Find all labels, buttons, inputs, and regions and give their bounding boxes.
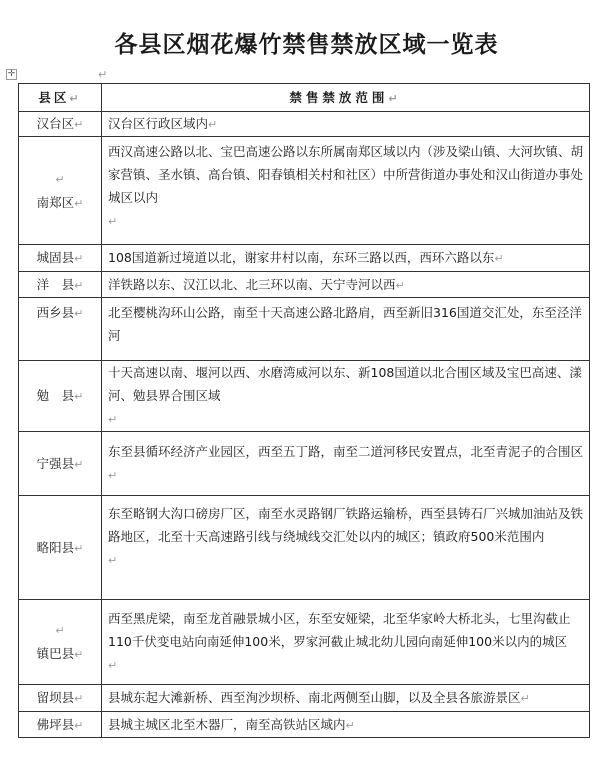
paragraph-mark-icon: ↵ xyxy=(98,68,108,81)
table-row xyxy=(19,112,590,137)
table-row xyxy=(19,432,590,496)
county-cell: 洋 县↵ xyxy=(19,272,102,298)
table-row xyxy=(19,361,590,432)
range-cell: 东至略钢大沟口磅房厂区，南至水灵路钢厂铁路运输桥，西至县铸石厂兴城加油站及铁路地区，北至十天高速路引线与绕城线交汇处以内的城区；镇政府500米范围内 ↵ xyxy=(102,496,590,600)
table-header-row xyxy=(19,84,590,112)
range-cell: 十天高速以南、堰河以西、水磨湾威河以东、新108国道以北合围区域及宝巴高速、漾河、勉县界合围区域 ↵ xyxy=(102,361,590,432)
table-row xyxy=(19,600,590,685)
document-title: 各县区烟花爆竹禁售禁放区域一览表 xyxy=(114,32,499,58)
table-row xyxy=(19,685,590,712)
table-row xyxy=(19,245,590,272)
range-cell: 东至县循环经济产业园区，西至五丁路，南至二道河移民安置点，北至青泥子的合围区 ↵ xyxy=(102,432,590,496)
county-cell: 西乡县↵ xyxy=(19,298,102,361)
table-row xyxy=(19,496,590,600)
county-cell: 汉台区↵ xyxy=(19,112,102,137)
header-range: 禁售禁放范围↵ xyxy=(102,84,590,112)
county-cell: 佛坪县↵ xyxy=(19,712,102,738)
range-cell: 县城东起大滩新桥、西至洵沙坝桥、南北两侧至山脚，以及全县各旅游景区↵ xyxy=(102,685,590,712)
range-cell: 108国道新过境道以北，谢家井村以南，东环三路以西，西环六路以东↵ xyxy=(102,245,590,272)
range-cell: 汉台区行政区域内↵ xyxy=(102,112,590,137)
range-cell: 北至樱桃沟环山公路，南至十天高速公路北路肩，西至新旧316国道交汇处，东至泾洋河 xyxy=(102,298,590,361)
restriction-table xyxy=(18,83,590,738)
range-cell: 洋铁路以东、汉江以北、北三环以南、天宁寺河以西↵ xyxy=(102,272,590,298)
county-cell: 勉 县↵ xyxy=(19,361,102,432)
range-cell: 县城主城区北至木器厂，南至高铁站区域内↵ xyxy=(102,712,590,738)
table-row xyxy=(19,272,590,298)
county-cell: 留坝县↵ xyxy=(19,685,102,712)
county-cell: 略阳县↵ xyxy=(19,496,102,600)
range-cell: 西汉高速公路以北、宝巴高速公路以东所属南郑区域以内（涉及梁山镇、大河坎镇、胡家营镇、圣水镇、高台镇、阳春镇相关村和社区）中所营街道办事处和汉山街道办事处城区以内 ↵ xyxy=(102,137,590,245)
county-cell: ↵ 南郑区↵ xyxy=(19,137,102,245)
county-cell: 宁强县↵ xyxy=(19,432,102,496)
table-row xyxy=(19,712,590,738)
header-county: 县区↵ xyxy=(19,84,102,112)
county-cell: 城固县↵ xyxy=(19,245,102,272)
range-cell: 西至黑虎梁，南至龙首融景城小区，东至安娅梁，北至华家岭大桥北头，七里沟截止110千伏变电站向南延伸100米，罗家河截止城北幼儿园向南延伸100米以内的城区 ↵ xyxy=(102,600,590,685)
county-cell: ↵ 镇巴县↵ xyxy=(19,600,102,685)
table-row xyxy=(19,298,590,361)
table-move-handle-icon[interactable]: ✛ xyxy=(7,69,16,79)
table-row xyxy=(19,137,590,245)
